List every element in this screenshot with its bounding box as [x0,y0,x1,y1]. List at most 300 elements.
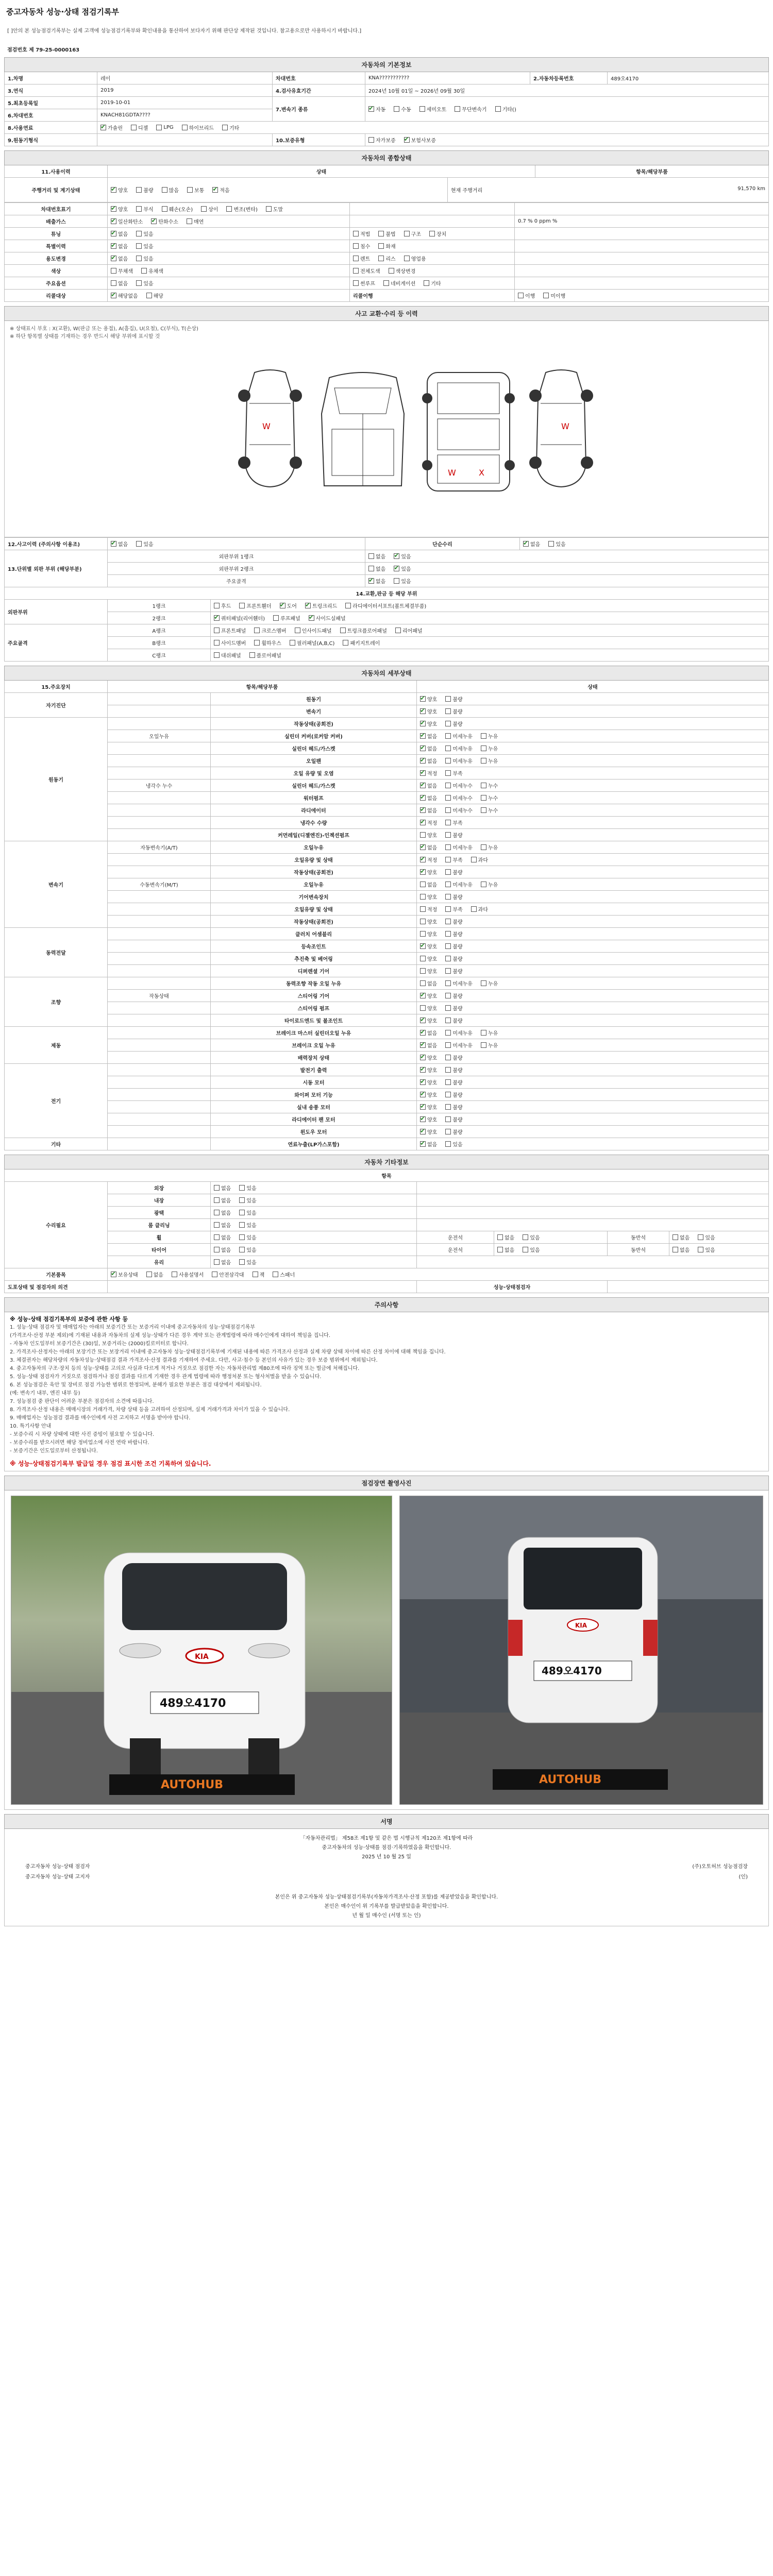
checkbox-icon[interactable] [394,106,399,112]
checkbox-icon[interactable] [445,820,451,825]
checkbox-icon[interactable] [266,206,272,212]
checkbox-icon[interactable] [419,106,425,112]
other-option[interactable] [214,1209,231,1216]
fuel-options-option[interactable] [182,124,214,131]
other-option[interactable] [214,1184,231,1192]
checkbox-icon[interactable] [214,1247,220,1252]
checkbox-icon[interactable] [445,1067,451,1073]
detail-option[interactable] [445,979,473,987]
checkbox-icon[interactable] [698,1234,703,1240]
checkbox-icon[interactable] [445,844,451,850]
detail-option[interactable] [445,880,473,888]
checkbox-icon[interactable] [445,943,451,949]
transmission-options-option[interactable] [368,105,385,113]
checkbox-icon[interactable] [523,1247,528,1252]
overall-option[interactable] [136,242,153,250]
detail-option[interactable] [481,782,498,789]
overall-option[interactable] [162,205,193,213]
overall-extra-option[interactable] [353,279,375,287]
overall-option[interactable] [111,279,128,287]
detail-option[interactable] [481,744,498,752]
warranty-options-option[interactable] [368,136,396,144]
checkbox-icon[interactable] [445,1116,451,1122]
detail-option[interactable] [445,695,462,703]
detail-option[interactable] [445,1066,462,1074]
overall-option[interactable] [226,205,257,213]
other-option[interactable] [239,1221,256,1229]
detail-option[interactable] [420,1103,437,1111]
checkbox-icon[interactable] [481,795,486,801]
checkbox-icon[interactable] [187,218,192,224]
detail-option[interactable] [420,707,437,715]
main-frame-options-option[interactable] [394,577,411,585]
checkbox-icon[interactable] [353,243,359,249]
basic-items-options-option[interactable] [273,1270,295,1278]
fuel-options-option[interactable] [100,124,123,131]
checkbox-icon[interactable] [340,628,346,633]
checkbox-icon[interactable] [214,1197,220,1203]
detail-option[interactable] [445,831,462,839]
checkbox-icon[interactable] [239,1222,245,1228]
checkbox-icon[interactable] [673,1234,678,1240]
checkbox-icon[interactable] [368,566,374,571]
checkbox-icon[interactable] [394,578,399,584]
checkbox-icon[interactable] [295,628,300,633]
detail-option[interactable] [481,843,498,851]
detail-option[interactable] [420,744,437,752]
checkbox-icon[interactable] [146,1272,152,1277]
checkbox-icon[interactable] [212,187,218,193]
checkbox-icon[interactable] [214,640,220,646]
detail-option[interactable] [445,893,462,901]
checkbox-icon[interactable] [420,1129,426,1134]
checkbox-icon[interactable] [445,1141,451,1147]
checkbox-icon[interactable] [445,882,451,887]
detail-option[interactable] [445,720,462,727]
checkbox-icon[interactable] [673,1247,678,1252]
other-option[interactable] [239,1233,256,1241]
checkbox-icon[interactable] [429,231,435,236]
detail-option[interactable] [481,794,498,802]
detail-option[interactable] [445,843,473,851]
detail-option[interactable] [481,806,498,814]
overall-option[interactable] [111,292,138,299]
detail-option[interactable] [420,1004,437,1012]
detail-option[interactable] [445,782,473,789]
overall-option[interactable] [111,230,128,238]
detail-option[interactable] [445,955,462,962]
main-frame-options-option[interactable] [368,577,385,585]
checkbox-icon[interactable] [214,652,220,658]
other-left-option[interactable] [497,1246,514,1253]
checkbox-icon[interactable] [445,993,451,998]
detail-option[interactable] [471,905,488,913]
detail-option[interactable] [445,856,462,863]
overall-extra-option[interactable] [353,230,370,238]
checkbox-icon[interactable] [543,293,549,298]
checkbox-icon[interactable] [481,1030,486,1036]
checkbox-icon[interactable] [420,721,426,726]
detail-option[interactable] [420,831,437,839]
overall-extra-option[interactable] [404,230,421,238]
detail-option[interactable] [445,1029,473,1037]
detail-option[interactable] [481,732,498,740]
checkbox-icon[interactable] [420,894,426,900]
basic-items-options-option[interactable] [212,1270,244,1278]
checkbox-icon[interactable] [497,1234,503,1240]
checkbox-icon[interactable] [420,770,426,776]
checkbox-icon[interactable] [445,931,451,937]
detail-option[interactable] [420,1066,437,1074]
checkbox-icon[interactable] [445,770,451,776]
overall-extra-option[interactable] [429,230,446,238]
checkbox-icon[interactable] [445,1092,451,1097]
rank2-items-option[interactable] [309,614,346,622]
detail-option[interactable] [445,905,462,913]
transmission-options-option[interactable] [419,105,447,113]
odometer-options-option[interactable] [212,186,229,194]
warranty-options-option[interactable] [404,136,436,144]
detail-option[interactable] [420,1078,437,1086]
detail-option[interactable] [420,769,437,777]
checkbox-icon[interactable] [445,968,451,974]
detail-option[interactable] [445,732,473,740]
checkbox-icon[interactable] [353,280,359,286]
checkbox-icon[interactable] [309,615,314,621]
checkbox-icon[interactable] [111,280,116,286]
detail-option[interactable] [445,930,462,938]
checkbox-icon[interactable] [445,1079,451,1085]
checkbox-icon[interactable] [523,1234,528,1240]
fuel-options-option[interactable] [156,125,173,130]
checkbox-icon[interactable] [445,783,451,788]
checkbox-icon[interactable] [136,280,142,286]
outer-rank2-options-option[interactable] [394,565,411,572]
checkbox-icon[interactable] [249,652,255,658]
detail-option[interactable] [445,1115,462,1123]
checkbox-icon[interactable] [481,980,486,986]
checkbox-icon[interactable] [343,640,348,646]
other-option[interactable] [239,1184,256,1192]
checkbox-icon[interactable] [497,1247,503,1252]
checkbox-icon[interactable] [239,1210,245,1215]
checkbox-icon[interactable] [290,640,295,646]
detail-option[interactable] [445,794,473,802]
other-right-option[interactable] [673,1233,690,1241]
checkbox-icon[interactable] [420,1116,426,1122]
simple-repair-options-option[interactable] [523,540,540,548]
overall-option[interactable] [111,255,128,262]
detail-option[interactable] [445,819,462,826]
overall-extra-option[interactable] [378,255,395,262]
overall-option[interactable] [201,205,218,213]
checkbox-icon[interactable] [445,807,451,813]
checkbox-icon[interactable] [239,1197,245,1203]
overall-option[interactable] [136,205,153,213]
checkbox-icon[interactable] [420,919,426,924]
checkbox-icon[interactable] [420,733,426,739]
checkbox-icon[interactable] [445,919,451,924]
checkbox-icon[interactable] [226,206,232,212]
detail-option[interactable] [420,992,437,999]
checkbox-icon[interactable] [172,1272,177,1277]
odometer-options-option[interactable] [136,186,153,194]
checkbox-icon[interactable] [445,1018,451,1023]
rank2-items-option[interactable] [273,614,300,622]
checkbox-icon[interactable] [136,187,142,193]
checkbox-icon[interactable] [445,1042,451,1048]
checkbox-icon[interactable] [481,783,486,788]
detail-option[interactable] [420,1091,437,1098]
fuel-options-option[interactable] [131,124,148,131]
rankB-items-option[interactable] [343,639,380,647]
checkbox-icon[interactable] [395,628,401,633]
odometer-options-option[interactable] [111,186,128,194]
detail-option[interactable] [445,757,473,765]
detail-option[interactable] [420,732,437,740]
checkbox-icon[interactable] [212,1272,217,1277]
checkbox-icon[interactable] [368,553,374,559]
checkbox-icon[interactable] [445,869,451,875]
detail-option[interactable] [420,1140,437,1148]
rank2-items-option[interactable] [214,614,265,622]
checkbox-icon[interactable] [214,1259,220,1265]
checkbox-icon[interactable] [214,1234,220,1240]
checkbox-icon[interactable] [214,628,220,633]
checkbox-icon[interactable] [420,1079,426,1085]
checkbox-icon[interactable] [214,603,220,608]
other-option[interactable] [214,1246,231,1253]
checkbox-icon[interactable] [353,256,359,261]
other-left-option[interactable] [523,1233,540,1241]
fuel-options-option[interactable] [222,124,239,131]
checkbox-icon[interactable] [239,603,245,608]
detail-option[interactable] [420,1054,437,1061]
checkbox-icon[interactable] [420,820,426,825]
detail-option[interactable] [481,979,498,987]
rankA-items-option[interactable] [254,626,286,634]
checkbox-icon[interactable] [182,125,188,130]
checkbox-icon[interactable] [481,844,486,850]
overall-extra-option[interactable] [353,255,370,262]
detail-option[interactable] [420,757,437,765]
other-left-option[interactable] [523,1246,540,1253]
other-option[interactable] [214,1221,231,1229]
rankB-items-option[interactable] [290,639,334,647]
checkbox-icon[interactable] [111,187,116,193]
checkbox-icon[interactable] [111,243,116,249]
overall-option[interactable] [266,205,283,213]
other-right-option[interactable] [698,1233,715,1241]
detail-option[interactable] [420,979,437,987]
checkbox-icon[interactable] [111,541,116,547]
checkbox-icon[interactable] [420,980,426,986]
checkbox-icon[interactable] [222,125,228,130]
detail-option[interactable] [445,992,462,999]
checkbox-icon[interactable] [151,218,157,224]
detail-option[interactable] [420,695,437,703]
outer-rank2-options-option[interactable] [368,565,385,572]
detail-option[interactable] [445,918,462,925]
checkbox-icon[interactable] [481,733,486,739]
checkbox-icon[interactable] [420,783,426,788]
basic-items-options-option[interactable] [111,1270,138,1278]
checkbox-icon[interactable] [345,603,351,608]
overall-recall-option[interactable] [543,292,565,299]
checkbox-icon[interactable] [548,541,554,547]
overall-extra-option[interactable] [404,255,426,262]
detail-option[interactable] [445,1054,462,1061]
checkbox-icon[interactable] [420,758,426,764]
checkbox-icon[interactable] [254,640,260,646]
checkbox-icon[interactable] [353,231,359,236]
transmission-options-option[interactable] [394,105,411,113]
checkbox-icon[interactable] [445,1129,451,1134]
checkbox-icon[interactable] [111,256,116,261]
checkbox-icon[interactable] [162,187,167,193]
checkbox-icon[interactable] [445,894,451,900]
checkbox-icon[interactable] [445,1104,451,1110]
overall-extra-option[interactable] [424,279,441,287]
checkbox-icon[interactable] [445,980,451,986]
checkbox-icon[interactable] [187,187,193,193]
checkbox-icon[interactable] [378,243,384,249]
rankB-items-option[interactable] [214,639,246,647]
checkbox-icon[interactable] [141,268,147,274]
checkbox-icon[interactable] [420,857,426,862]
checkbox-icon[interactable] [239,1234,245,1240]
overall-option[interactable] [111,242,128,250]
checkbox-icon[interactable] [146,293,152,298]
checkbox-icon[interactable] [239,1259,245,1265]
checkbox-icon[interactable] [239,1247,245,1252]
checkbox-icon[interactable] [481,758,486,764]
checkbox-icon[interactable] [100,125,106,130]
detail-option[interactable] [445,868,462,876]
overall-option[interactable] [136,230,153,238]
checkbox-icon[interactable] [368,106,374,112]
checkbox-icon[interactable] [273,615,279,621]
checkbox-icon[interactable] [523,541,529,547]
simple-repair-options-option[interactable] [548,540,565,548]
checkbox-icon[interactable] [420,708,426,714]
checkbox-icon[interactable] [445,708,451,714]
rankC-items-option[interactable] [214,651,241,659]
checkbox-icon[interactable] [420,1018,426,1023]
checkbox-icon[interactable] [273,1272,278,1277]
checkbox-icon[interactable] [420,1042,426,1048]
detail-option[interactable] [420,1128,437,1136]
checkbox-icon[interactable] [394,566,399,571]
checkbox-icon[interactable] [445,1005,451,1011]
checkbox-icon[interactable] [111,293,116,298]
checkbox-icon[interactable] [420,696,426,702]
rankA-items-option[interactable] [214,626,246,634]
detail-option[interactable] [420,782,437,789]
checkbox-icon[interactable] [111,1272,116,1277]
accident-history-options-option[interactable] [136,540,153,548]
overall-option[interactable] [187,217,204,225]
checkbox-icon[interactable] [420,1055,426,1060]
checkbox-icon[interactable] [481,807,486,813]
checkbox-icon[interactable] [394,553,399,559]
checkbox-icon[interactable] [353,268,359,274]
outer-rank1-options-option[interactable] [394,552,411,560]
checkbox-icon[interactable] [420,1005,426,1011]
checkbox-icon[interactable] [131,125,137,130]
rankA-items-option[interactable] [295,626,332,634]
overall-extra-option[interactable] [389,267,416,275]
checkbox-icon[interactable] [455,106,460,112]
checkbox-icon[interactable] [305,603,311,608]
checkbox-icon[interactable] [239,1185,245,1191]
checkbox-icon[interactable] [136,256,142,261]
checkbox-icon[interactable] [404,231,410,236]
checkbox-icon[interactable] [156,125,162,130]
overall-option[interactable] [111,267,133,275]
checkbox-icon[interactable] [389,268,394,274]
checkbox-icon[interactable] [445,745,451,751]
checkbox-icon[interactable] [481,745,486,751]
checkbox-icon[interactable] [420,968,426,974]
checkbox-icon[interactable] [420,906,426,912]
checkbox-icon[interactable] [424,280,429,286]
checkbox-icon[interactable] [698,1247,703,1252]
overall-extra-option[interactable] [353,242,370,250]
detail-option[interactable] [481,757,498,765]
checkbox-icon[interactable] [383,280,389,286]
detail-option[interactable] [420,880,437,888]
overall-recall-option[interactable] [518,292,535,299]
transmission-options-option[interactable] [495,105,516,113]
detail-option[interactable] [445,1103,462,1111]
rank1-items-option[interactable] [305,602,337,609]
checkbox-icon[interactable] [254,628,260,633]
checkbox-icon[interactable] [420,993,426,998]
checkbox-icon[interactable] [136,231,142,236]
checkbox-icon[interactable] [420,745,426,751]
rank1-items-option[interactable] [280,602,297,609]
other-option[interactable] [214,1258,231,1266]
detail-option[interactable] [445,806,473,814]
overall-extra-option[interactable] [378,242,395,250]
overall-option[interactable] [136,255,153,262]
checkbox-icon[interactable] [420,807,426,813]
detail-option[interactable] [420,720,437,727]
checkbox-icon[interactable] [445,857,451,862]
odometer-options-option[interactable] [187,186,204,194]
checkbox-icon[interactable] [404,137,410,143]
detail-option[interactable] [420,868,437,876]
checkbox-icon[interactable] [136,243,142,249]
transmission-options-option[interactable] [455,105,486,113]
outer-rank1-options-option[interactable] [368,552,385,560]
detail-option[interactable] [420,955,437,962]
overall-option[interactable] [146,292,163,299]
detail-option[interactable] [420,930,437,938]
basic-items-options-option[interactable] [172,1270,204,1278]
checkbox-icon[interactable] [253,1272,258,1277]
checkbox-icon[interactable] [111,218,116,224]
other-right-option[interactable] [698,1246,715,1253]
checkbox-icon[interactable] [111,268,116,274]
checkbox-icon[interactable] [404,256,410,261]
checkbox-icon[interactable] [214,1222,220,1228]
checkbox-icon[interactable] [420,1067,426,1073]
checkbox-icon[interactable] [471,857,477,862]
detail-option[interactable] [420,1029,437,1037]
detail-option[interactable] [420,893,437,901]
